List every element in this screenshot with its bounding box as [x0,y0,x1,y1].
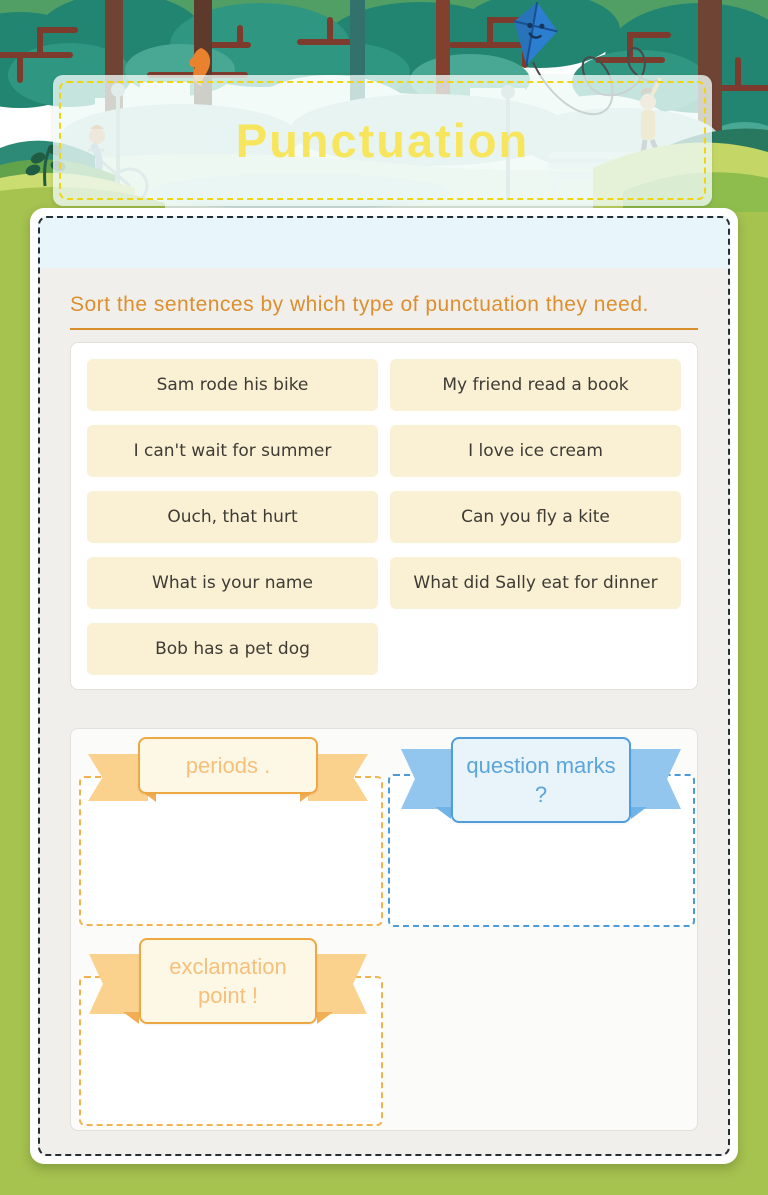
sentence-chip[interactable]: I can't wait for summer [87,425,378,477]
sentence-chip[interactable]: What did Sally eat for dinner [390,557,681,609]
worksheet-title: Punctuation [235,114,530,167]
worksheet-header-band [38,216,730,268]
instruction-underline [70,328,698,330]
worksheet-card [30,208,738,1164]
zone-label-periods: periods . [138,737,318,794]
sentence-chip[interactable]: I love ice cream [390,425,681,477]
sorting-area [70,728,698,1131]
zone-label-exclamation-point: exclamation point ! [139,938,317,1024]
instruction-text: Sort the sentences by which type of punctuation they need. [70,293,649,316]
sentence-chip[interactable]: Sam rode his bike [87,359,378,411]
sentence-bank [70,342,698,690]
sentence-chip[interactable]: Can you fly a kite [390,491,681,543]
zone-label-question-marks: question marks ? [451,737,631,823]
sentence-chip[interactable]: Ouch, that hurt [87,491,378,543]
title-banner [53,75,712,206]
sentence-chip[interactable]: What is your name [87,557,378,609]
sentence-chip[interactable]: My friend read a book [390,359,681,411]
sentence-chip[interactable]: Bob has a pet dog [87,623,378,675]
